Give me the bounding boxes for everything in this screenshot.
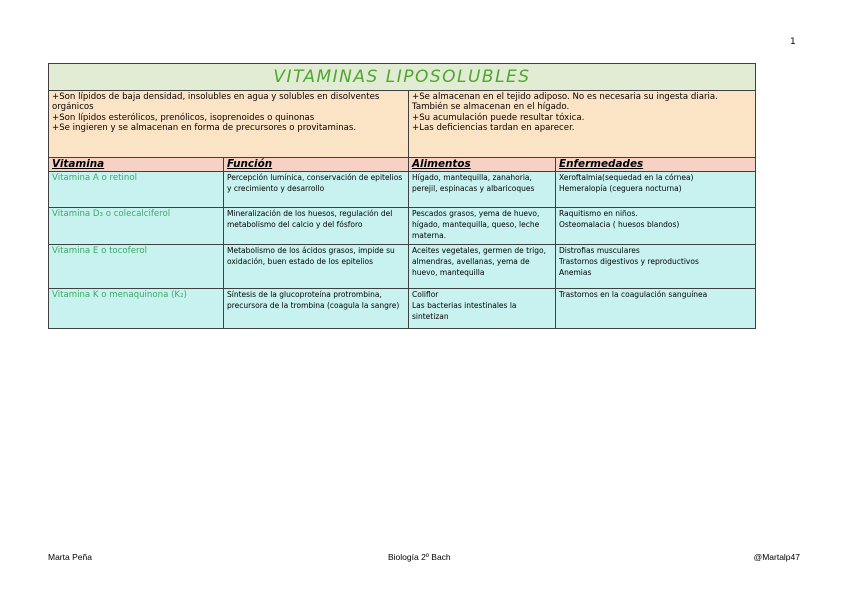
vitamin-name: Vitamina A o retinol (49, 172, 224, 208)
footer-course: Biología 2º Bach (388, 552, 451, 562)
table-row (49, 289, 756, 329)
function-cell: Metabolismo de los ácidos grasos, impide su oxidación, buen estado de los epitelios (224, 245, 409, 289)
table-row (49, 208, 756, 245)
foods-cell (409, 289, 556, 329)
intro-left-line: +Se ingieren y se almacenan en forma de precursores o provitaminas. (52, 122, 357, 133)
disease-line: Trastornos en la coagulación sanguínea (559, 290, 708, 299)
intro-left (49, 91, 409, 158)
header-enfermedades: Enfermedades (556, 158, 756, 172)
header-row (49, 158, 756, 172)
disease-line: Distrofias musculares (559, 246, 640, 255)
intro-right-line: +Se almacenan en el tejido adiposo. No es necesaria su ingesta diaria. También se almacenan en el hígado. (412, 92, 718, 113)
vitamin-name: Vitamina K o menaquinona (K₂) (49, 289, 224, 329)
vitamin-name: Vitamina D₃ o colecalciferol (49, 208, 224, 245)
intro-right-line: +Las deficiencias tardan en aparecer. (412, 122, 575, 133)
table-title: VITAMINAS LIPOSOLUBLES (49, 64, 756, 91)
intro-left-line: +Son lípidos esterólicos, prenólicos, isoprenoides o quinonas (52, 112, 315, 123)
function-cell: Percepción lumínica, conservación de epitelios y crecimiento y desarrollo (224, 172, 409, 208)
intro-left-line: +Son lípidos de baja densidad, insolubles en agua y solubles en disolventes orgánicos (52, 92, 380, 113)
function-cell: Síntesis de la glucoproteína protrombina, precursora de la trombina (coagula la sangre) (224, 289, 409, 329)
header-alimentos: Alimentos (409, 158, 556, 172)
food-line: Coliflor (412, 290, 439, 299)
diseases-cell (556, 172, 756, 208)
vitamins-table (48, 63, 756, 329)
foods-cell: Hígado, mantequilla, zanahoria, perejil, espinacas y albaricoques (409, 172, 556, 208)
diseases-cell (556, 208, 756, 245)
header-vitamina: Vitamina (49, 158, 224, 172)
food-line: Las bacterias intestinales la sintetizan (412, 301, 517, 321)
diseases-cell (556, 245, 756, 289)
footer-handle: @Martalp47 (753, 552, 800, 562)
function-cell: Mineralización de los huesos, regulación del metabolismo del calcio y del fósforo (224, 208, 409, 245)
header-funcion: Función (224, 158, 409, 172)
diseases-cell (556, 289, 756, 329)
disease-line: Xeroftalmia(sequedad en la córnea) (559, 173, 694, 182)
table-row (49, 172, 756, 208)
intro-right (409, 91, 756, 158)
disease-line: Osteomalacia ( huesos blandos) (559, 220, 680, 229)
disease-line: Hemeralopía (ceguera nocturna) (559, 184, 682, 193)
table-row (49, 245, 756, 289)
disease-line: Trastornos digestivos y reproductivos (559, 257, 699, 266)
footer-author: Marta Peña (48, 552, 92, 562)
intro-right-line: +Su acumulación puede resultar tóxica. (412, 112, 585, 123)
disease-line: Raquitismo en niños. (559, 209, 638, 218)
page-number: 1 (790, 37, 796, 47)
disease-line: Anemias (559, 268, 592, 277)
foods-cell: Aceites vegetales, germen de trigo, almendras, avellanas, yema de huevo, mantequilla (409, 245, 556, 289)
vitamin-name: Vitamina E o tocoferol (49, 245, 224, 289)
foods-cell: Pescados grasos, yema de huevo, hígado, mantequilla, queso, leche materna. (409, 208, 556, 245)
